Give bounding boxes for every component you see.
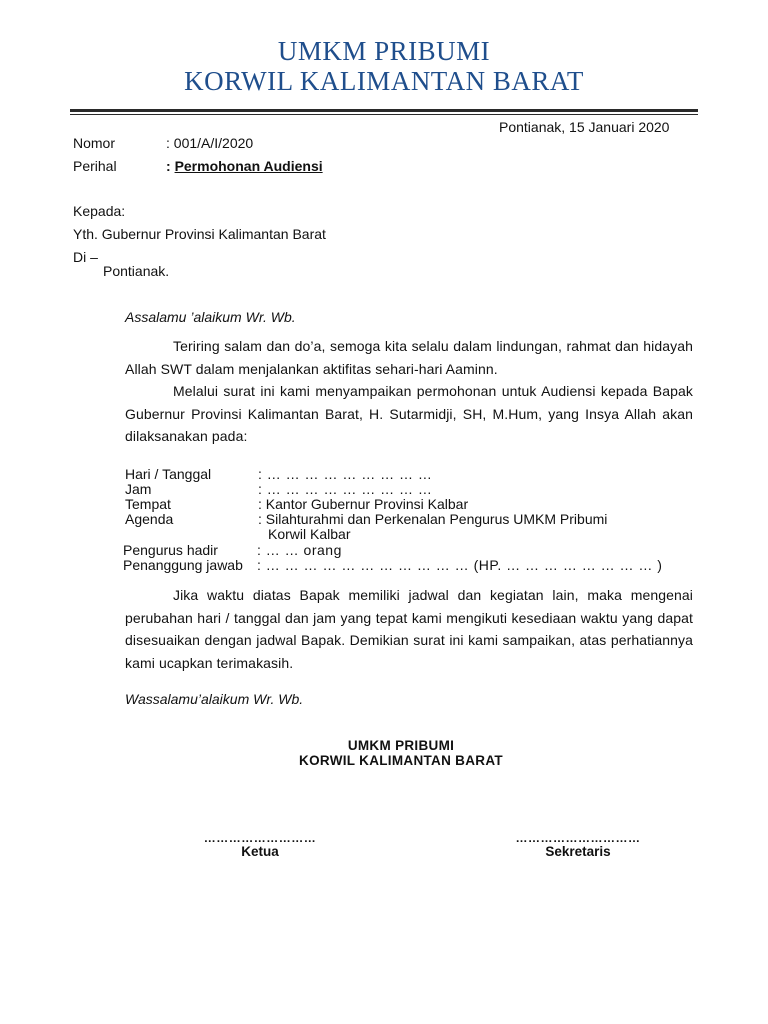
recipient-di: Di – [73,249,98,265]
detail-hari-value: : … … … … … … … … … [258,466,433,482]
detail-tempat-value: : Kantor Gubernur Provinsi Kalbar [258,496,469,512]
detail-pengurus-label: Pengurus hadir [123,542,218,558]
detail-hari-label: Hari / Tanggal [125,466,212,482]
sekretaris-signature-line: ………………………… [515,831,641,845]
perihal-colon: : [166,158,175,174]
letterhead-rule-thin [70,114,698,115]
paragraph-2: Melalui surat ini kami menyampaikan permohonan untuk Audiensi kepada Bapak Gubernur Provinsi Kalimantan Barat, H. Sutarmidji, SH, M.Hum, yang Insya Allah akan dilaksanakan pada: [125,383,693,444]
detail-agenda-label: Agenda [125,511,174,527]
perihal-label: Perihal [73,158,117,174]
letterhead-region: KORWIL KALIMANTAN BARAT [184,66,584,96]
paragraph-3: Jika waktu diatas Bapak memiliki jadwal dan kegiatan lain, maka mengenai perubahan hari / tanggal dan jam yang tepat kami mengikuti kesediaan waktu yang dapat disesuaikan dengan jadwal Bapak. Demikian surat ini kami sampaikan, atas perhatiannya kami ucapkan terimakasih. [125,587,693,671]
recipient-name: Yth. Gubernur Provinsi Kalimantan Barat [73,226,326,242]
kepada-label: Kepada: [73,203,126,219]
detail-agenda-value-line1: : Silahturahmi dan Perkenalan Pengurus UMKM Pribumi [258,511,608,527]
date-line: Pontianak, 15 Januari 2020 [499,119,670,135]
closing-greeting: Wassalamu’alaikum Wr. Wb. [125,691,304,707]
detail-tempat-label: Tempat [125,496,171,512]
opening-greeting: Assalamu ’alaikum Wr. Wb. [125,309,296,325]
signature-org-region: KORWIL KALIMANTAN BARAT [299,753,503,768]
perihal-value [166,157,323,175]
detail-agenda-value-line2: Korwil Kalbar [268,526,351,542]
letterhead-rule-thick [70,109,698,112]
paragraph-1: Teriring salam dan do’a, semoga kita selalu dalam lindungan, rahmat dan hidayah Allah SWT dalam menjalankan aktifitas sehari-hari Aaminn. [125,338,693,377]
detail-pengurus-value: : … … orang [257,542,342,558]
perihal-subject: Permohonan Audiensi [174,158,323,174]
detail-jam-label: Jam [125,481,152,497]
signature-org-name: UMKM PRIBUMI [347,738,455,753]
ketua-title: Ketua [241,844,279,859]
letterhead-org-name: UMKM PRIBUMI [277,36,491,66]
ketua-signature-line: ……………………… [203,831,317,845]
detail-jam-value: : … … … … … … … … … [258,481,433,497]
detail-pj-value: : … … … … … … … … … … … (HP. … … … … … … … … ) [257,557,663,573]
sekretaris-title: Sekretaris [545,844,611,859]
detail-pj-label: Penanggung jawab [123,557,243,573]
nomor-value: : 001/A/I/2020 [166,135,254,151]
nomor-label: Nomor [73,135,116,151]
recipient-city: Pontianak. [103,263,170,279]
